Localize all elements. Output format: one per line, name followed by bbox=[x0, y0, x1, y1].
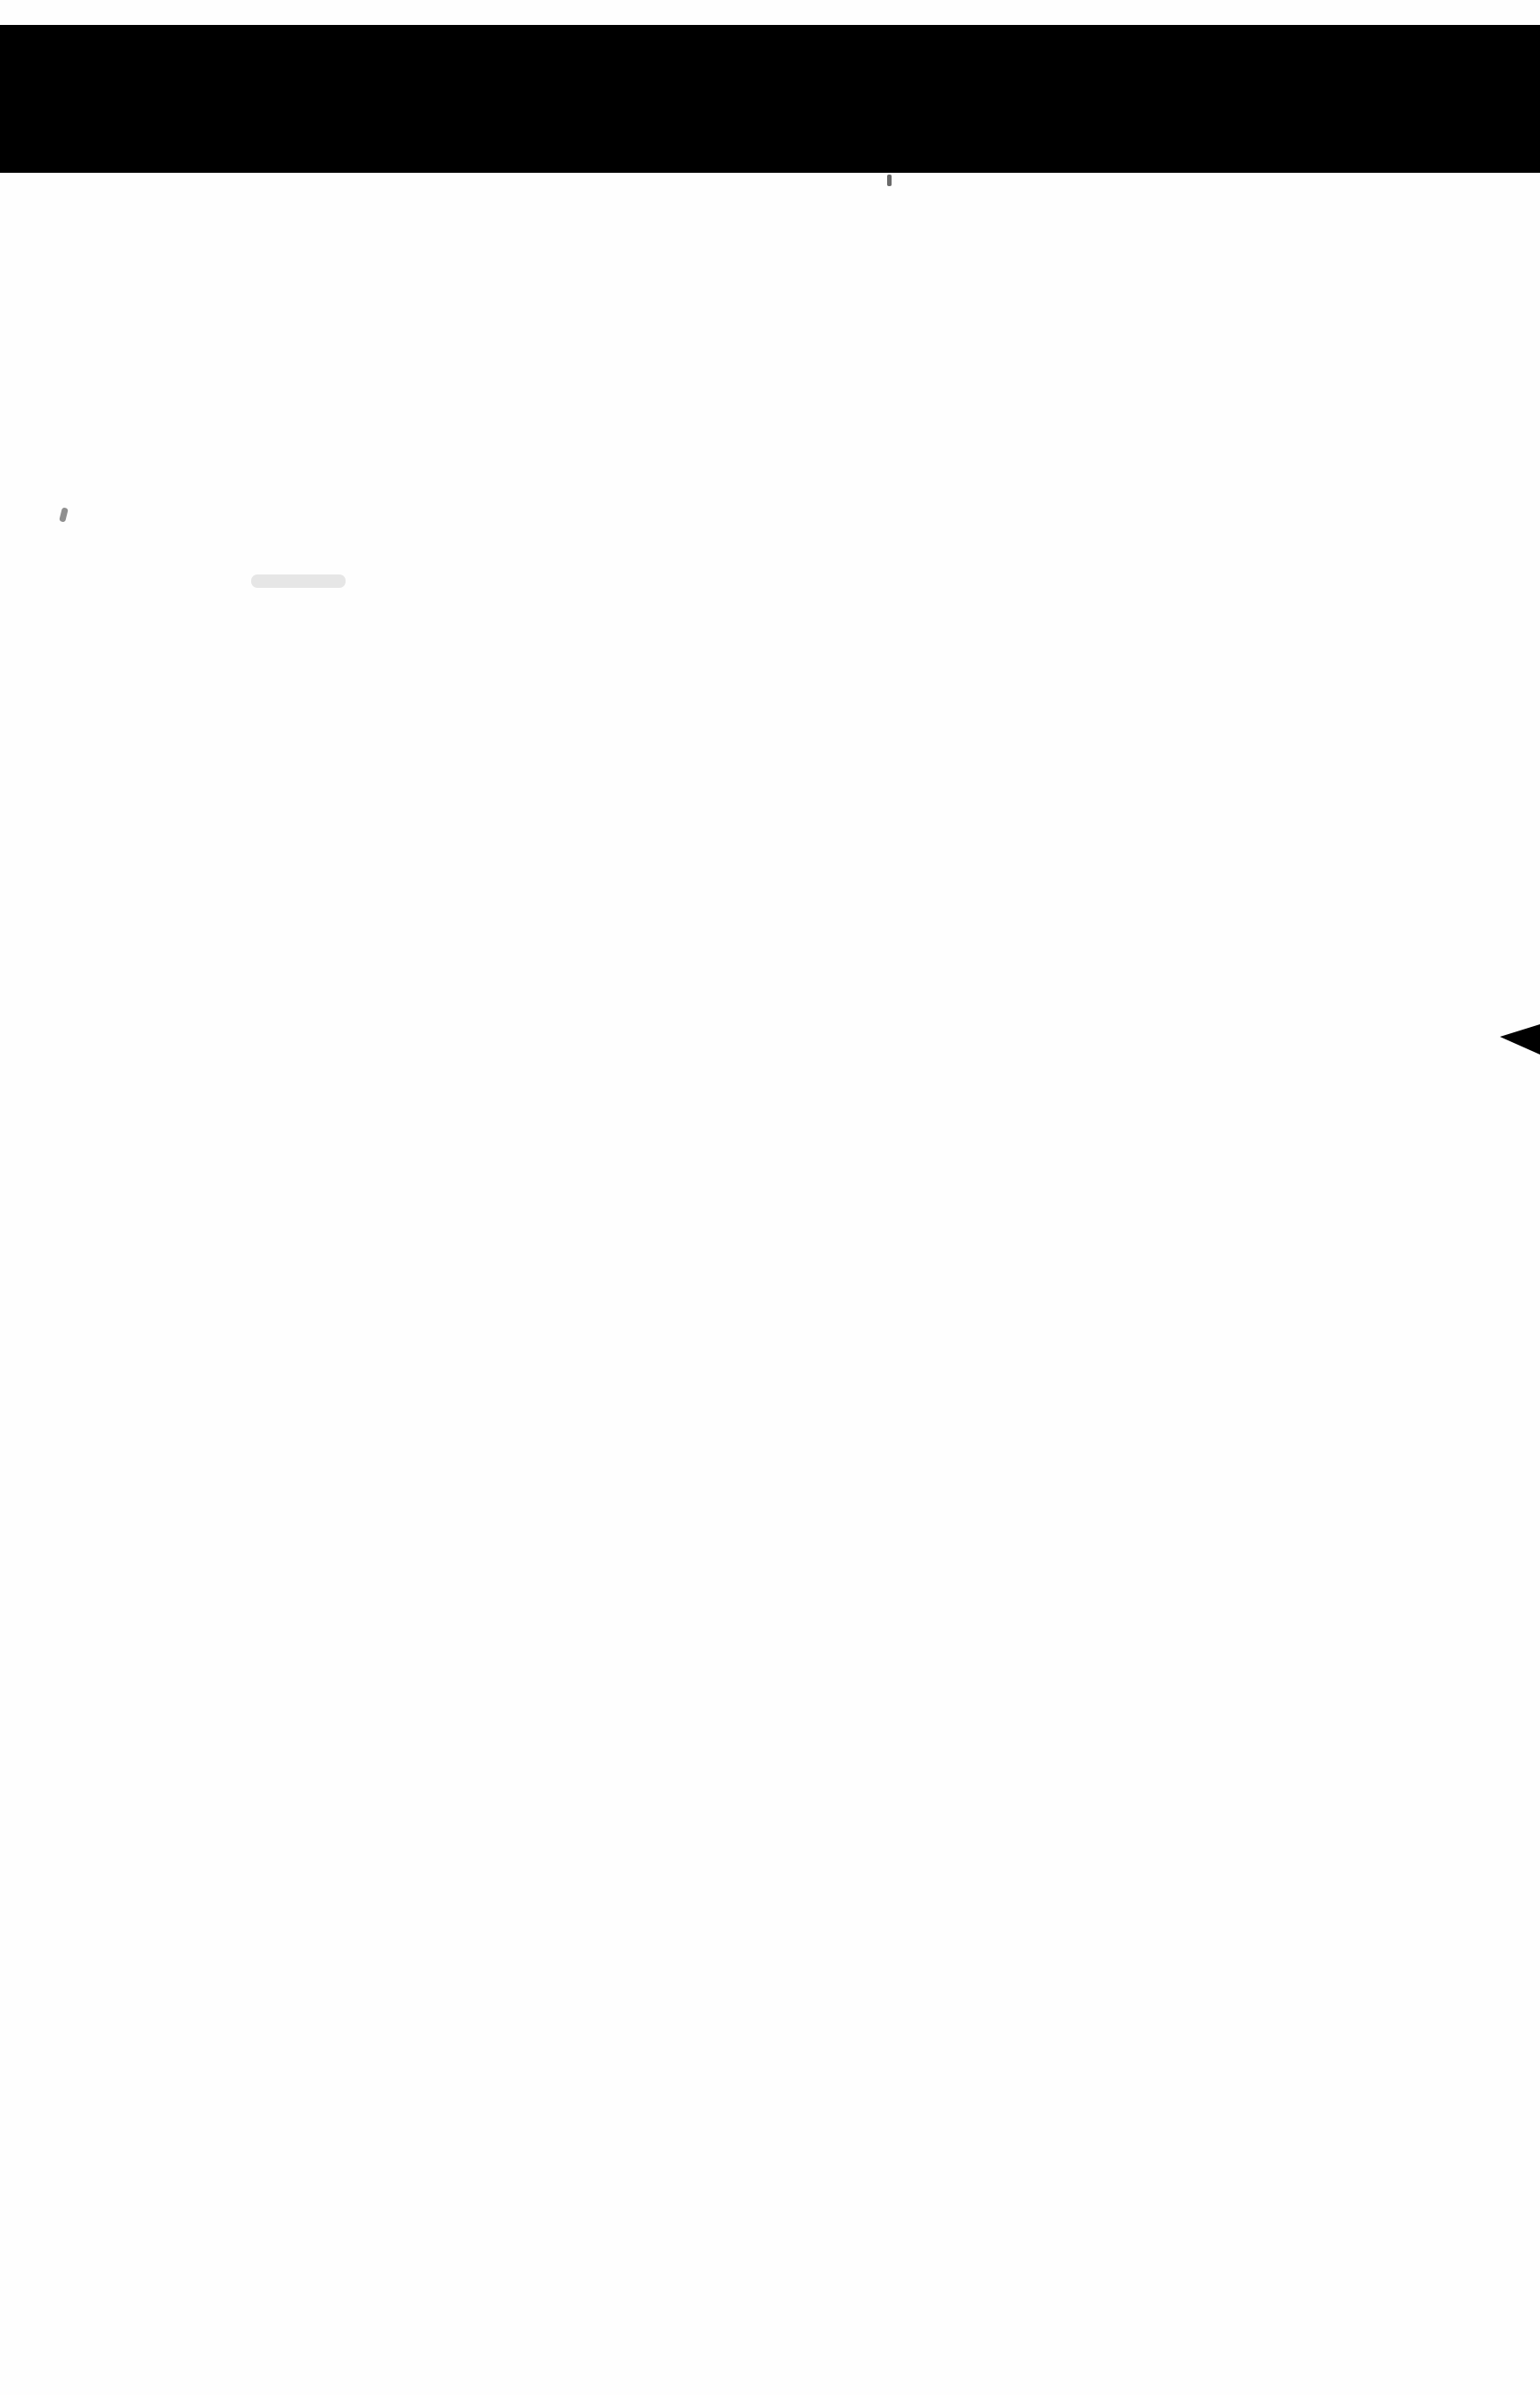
scan-edge-mark-artifact bbox=[1500, 1024, 1540, 1055]
scan-speck-artifact bbox=[887, 175, 892, 186]
scan-speck-artifact bbox=[59, 507, 69, 522]
top-banner bbox=[0, 25, 1540, 173]
scan-smudge-artifact bbox=[251, 574, 346, 588]
